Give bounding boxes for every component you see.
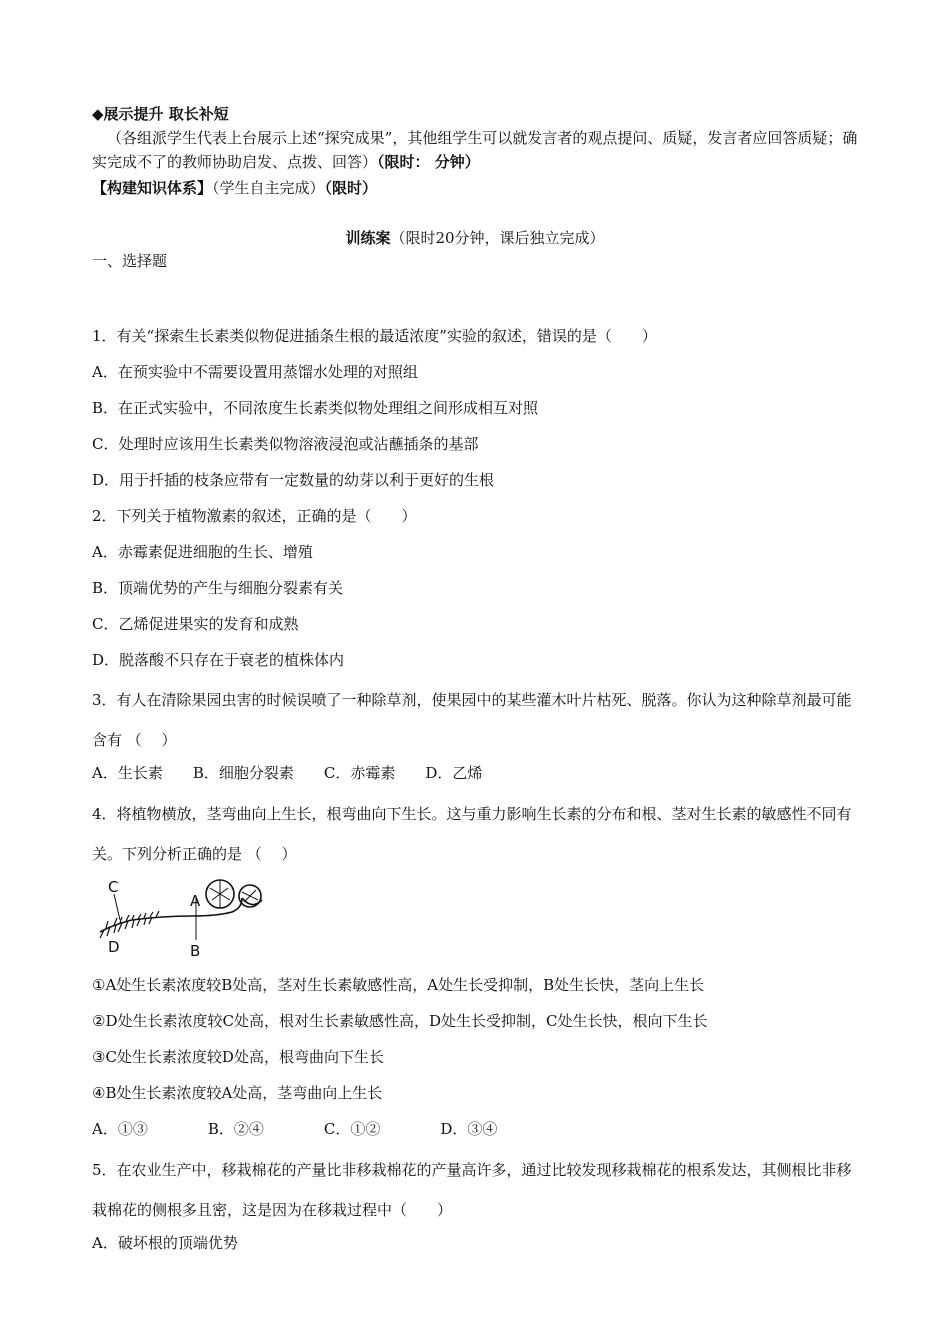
q1-stem: 1．有关“探索生长素类似物促进插条生根的最适浓度”实验的叙述，错误的是（ ）	[92, 327, 657, 345]
q2-option-a: A．赤霉素促进细胞的生长、增殖	[92, 543, 313, 561]
training-title-bold: 训练案	[345, 229, 391, 247]
figure-label-c: C	[108, 878, 119, 896]
figure-label-d: D	[108, 938, 120, 956]
q1-option-c: C．处理时应该用生长素类似物溶液浸泡或沾蘸插条的基部	[92, 435, 479, 453]
plant-diagram	[92, 870, 277, 960]
knowledge-time-limit: （限时）	[324, 179, 378, 197]
q4-options: A．①③ B．②④ C．①② D．③④	[92, 1120, 498, 1138]
show-time-limit: （限时： 分钟）	[377, 153, 480, 171]
q5-stem: 5．在农业生产中，移栽棉花的产量比非移栽棉花的产量高许多，通过比较发现移栽棉花的根系发达，其侧根比非移栽棉花的侧根多且密，这是因为在移栽过程中（ ）	[92, 1161, 852, 1219]
q1-option-a: A．在预实验中不需要设置用蒸馏水处理的对照组	[92, 363, 418, 381]
q4-statement-2: ②D处生长素浓度较C处高，根对生长素敏感性高，D处生长受抑制，C处生长快，根向下生长	[92, 1012, 708, 1030]
q2-option-c: C．乙烯促进果实的发育和成熟	[92, 615, 299, 633]
show-heading: ◆展示提升 取长补短	[92, 105, 229, 123]
q4-stem: 4．将植物横放，茎弯曲向上生长，根弯曲向下生长。这与重力影响生长素的分布和根、茎对生长素的敏感性不同有关。下列分析正确的是 （ ）	[92, 805, 852, 863]
q1-option-b: B．在正式实验中，不同浓度生长素类似物处理组之间形成相互对照	[92, 399, 539, 417]
q3-stem: 3．有人在清除果园虫害的时候误喷了一种除草剂，使果园中的某些灌木叶片枯死、脱落。你认为这种除草剂最可能含有 （ ）	[92, 691, 852, 749]
q4-statement-1: ①A处生长素浓度较B处高，茎对生长素敏感性高，A处生长受抑制，B处生长快，茎向上生长	[92, 976, 705, 994]
knowledge-line	[92, 178, 377, 198]
plant-axis	[100, 898, 242, 932]
knowledge-label: 【构建知识体系】	[92, 179, 213, 197]
q2-option-d: D．脱落酸不只存在于衰老的植株体内	[92, 651, 345, 669]
training-title-rest: （限时20分钟，课后独立完成）	[390, 229, 605, 247]
figure-label-a: A	[190, 892, 201, 910]
q4-statement-3: ③C处生长素浓度较D处高，根弯曲向下生长	[92, 1048, 384, 1066]
show-paragraph	[92, 126, 862, 174]
root-hairs	[100, 911, 159, 938]
c-guide	[114, 894, 120, 920]
training-title	[0, 228, 950, 248]
show-paragraph-text: （各组派学生代表上台展示上述“探究成果”，其他组学生可以就发言者的观点提问、质疑，发言者应回答质疑；确实完成不了的教师协助启发、点拨、回答）	[92, 129, 858, 171]
q2-option-b: B．顶端优势的产生与细胞分裂素有关	[92, 579, 344, 597]
q3-options: A．生长素 B．细胞分裂素 C．赤霉素 D．乙烯	[92, 764, 483, 782]
knowledge-text: （学生自主完成）	[212, 179, 325, 197]
section-heading: 一、选择题	[92, 252, 168, 270]
q2-stem: 2．下列关于植物激素的叙述，正确的是（ ）	[92, 507, 417, 525]
figure-label-b: B	[190, 942, 201, 960]
q1-option-d: D．用于扦插的枝条应带有一定数量的幼芽以利于更好的生根	[92, 471, 495, 489]
q4-statement-4: ④B处生长素浓度较A处高，茎弯曲向上生长	[92, 1084, 383, 1102]
q5-option-a: A．破坏根的顶端优势	[92, 1234, 238, 1252]
